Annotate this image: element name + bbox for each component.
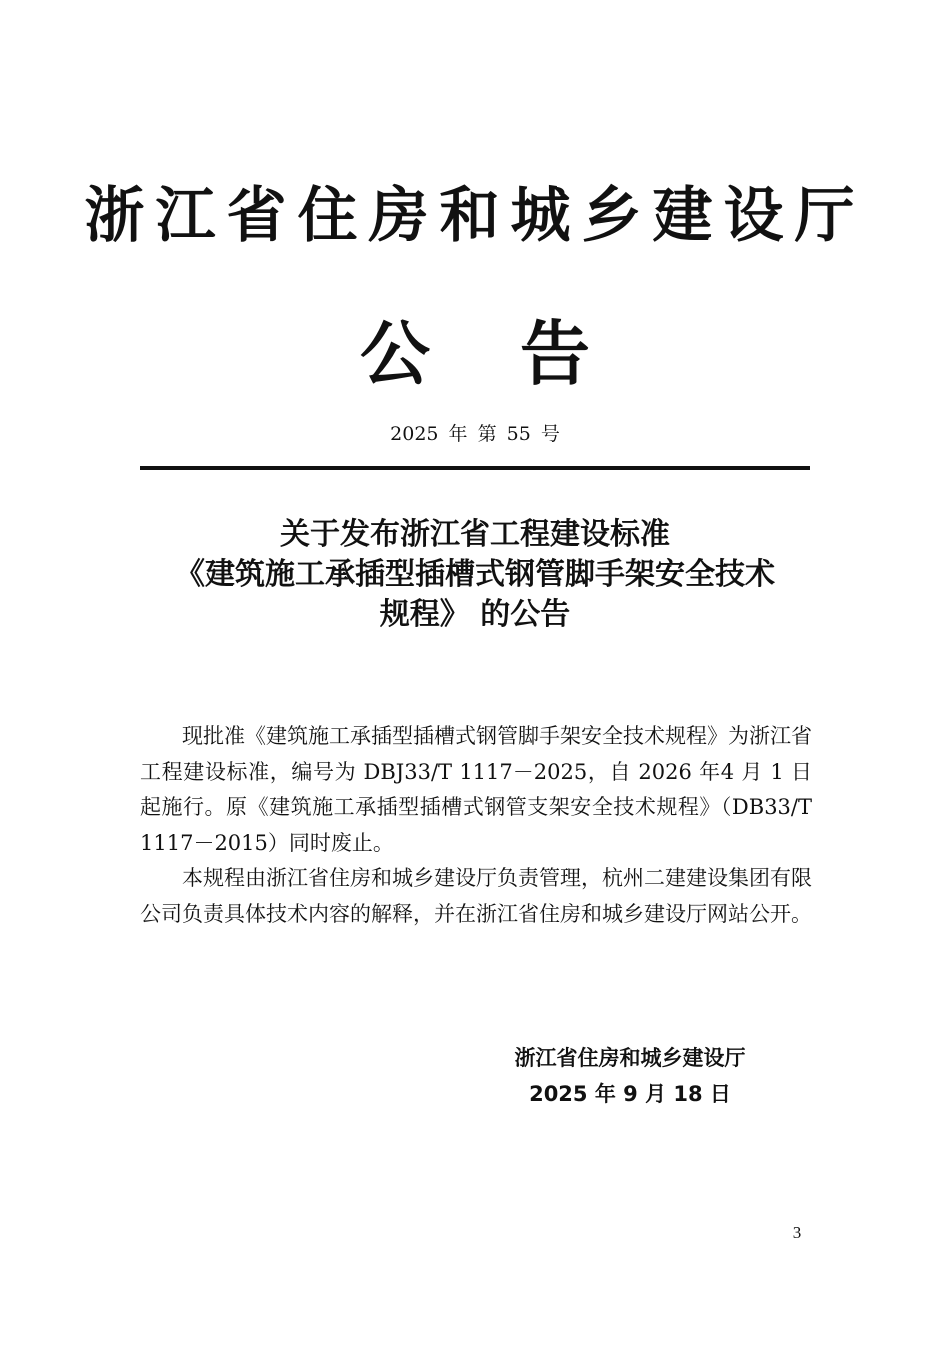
title-line-1: 关于发布浙江省工程建设标准 xyxy=(280,517,670,552)
title-line-2: 《建筑施工承插型插槽式钢管脚手架安全技术 xyxy=(175,557,775,592)
issuing-agency: 浙江省住房和城乡建设厅 xyxy=(84,181,866,251)
document-number: 2025 年 第 55 号 xyxy=(390,423,560,445)
body-paragraph-1: 现批准《建筑施工承插型插槽式钢管脚手架安全技术规程》为浙江省工程建设标准，编号为 DBJ33/T 1117－2025，自 2026 年4 月 1 日起施行。原《建筑施工承插型插槽式钢管支架安全技术规程》（DB33/T 1117－2015）同时废止。 xyxy=(140,724,812,855)
signature-block xyxy=(480,1040,780,1112)
signature-date: 2025 年 9 月 18 日 xyxy=(529,1082,731,1106)
notice-body xyxy=(140,719,812,932)
title-line-3: 规程》 的公告 xyxy=(379,597,571,632)
notice-title xyxy=(110,515,840,635)
page-number: 3 xyxy=(792,1223,802,1242)
header-divider xyxy=(140,466,810,470)
signature-issuer: 浙江省住房和城乡建设厅 xyxy=(514,1046,746,1070)
body-paragraph-2: 本规程由浙江省住房和城乡建设厅负责管理，杭州二建建设集团有限公司负责具体技术内容的解释，并在浙江省住房和城乡建设厅网站公开。 xyxy=(140,866,812,926)
notice-heading: 公告 xyxy=(360,312,680,395)
